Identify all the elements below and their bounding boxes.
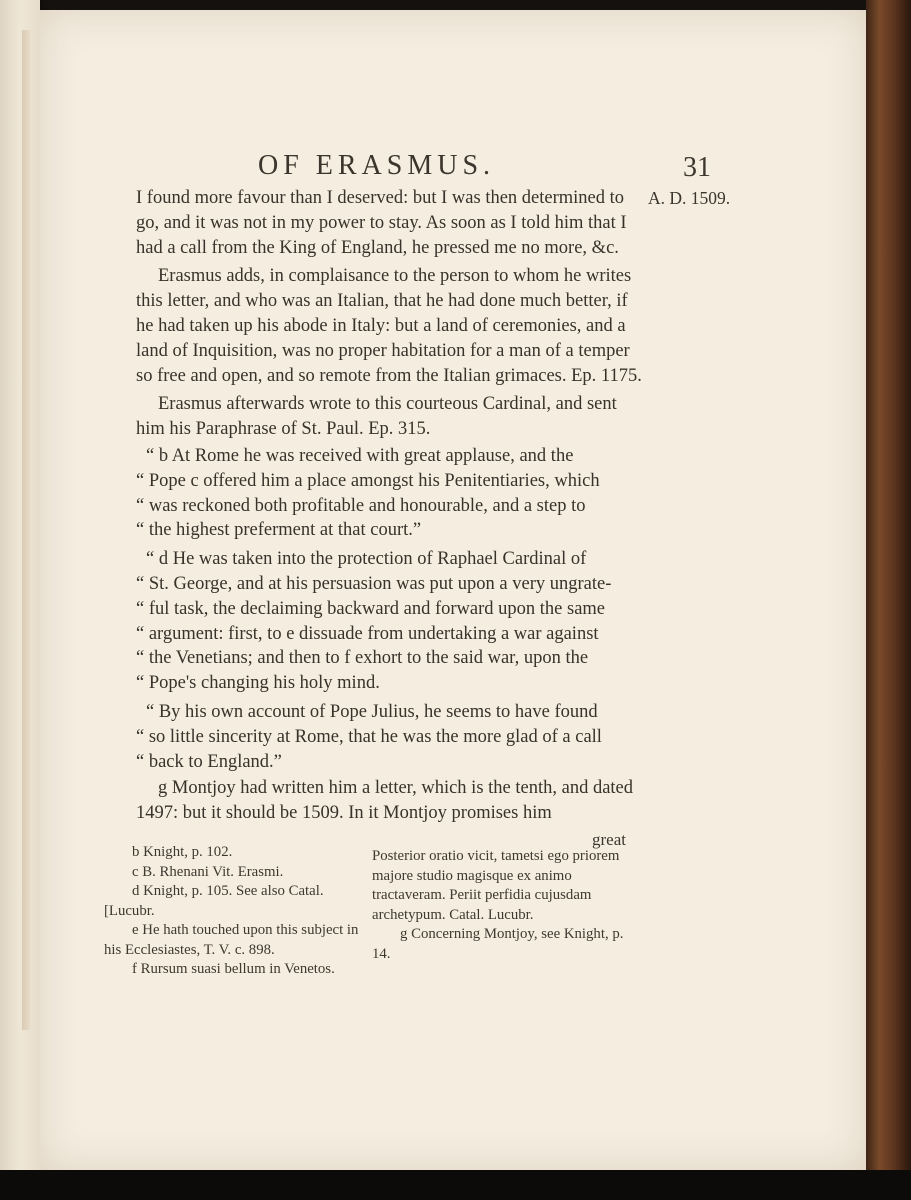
adjacent-page-edge: [0, 0, 40, 1200]
page-gutter: [22, 30, 30, 1030]
quote-line: “ the Venetians; and then to f exhort to the said war, upon the: [136, 648, 589, 669]
quote-line: “ so little sincerity at Rome, that he was the more glad of a call: [136, 726, 602, 747]
quotation-block: [136, 547, 646, 696]
footnote: f Rursum suasi bellum in Venetos.: [132, 961, 335, 977]
paragraph: I found more favour than I deserved: but I was then determined to go, and it was not in my power to stay. As soon as I told him that I had a call from the King of England, he pressed me no more, &c.: [136, 188, 627, 258]
footnote: e He hath touched upon this subject in his Ecclesiastes, T. V. c. 898.: [104, 922, 359, 958]
footnote: g Concerning Montjoy, see Knight, p. 14.: [372, 926, 624, 962]
paragraph: g Montjoy had written him a letter, which is the tenth, and dated 1497: but it should be 1509. In it Montjoy promises him: [136, 778, 634, 824]
quote-line: “ St. George, and at his persuasion was put upon a very ungrate-: [136, 573, 612, 594]
footnote: d Knight, p. 105. See also Catal. [Lucubr.: [104, 883, 324, 919]
footnote: b Knight, p. 102.: [132, 844, 233, 860]
background-shadow: [0, 1170, 911, 1200]
paragraph: Erasmus adds, in complaisance to the person to whom he writes this letter, and who was an Italian, that he had done much better, if he had taken up his abode in Italy: but a land of ceremonies, and a land of Inquisition, was no proper habitation for a man of a temper so free and open, and so remote from the Italian grimaces. Ep. 1175.: [136, 266, 642, 386]
quote-line: “ Pope's changing his holy mind.: [136, 673, 380, 694]
paragraph: Erasmus afterwards wrote to this courteous Cardinal, and sent him his Paraphrase of St. Paul. Ep. 315.: [136, 394, 617, 440]
quote-line: “ b At Rome he was received with great applause, and the: [146, 445, 574, 466]
footnotes-left-column: [104, 843, 360, 980]
leather-cover-edge: [866, 0, 911, 1200]
quote-line: “ Pope c offered him a place amongst his Penitentiaries, which: [136, 470, 600, 491]
main-text: [136, 186, 646, 826]
quote-line: “ ful task, the declaiming backward and forward upon the same: [136, 598, 606, 619]
quotation-block: [136, 444, 646, 543]
footnote: Posterior oratio vicit, tametsi ego priorem majore studio magisque ex animo tractaveram. Periit perfidia cujusdam archetypum. Catal. Lucubr.: [372, 848, 620, 923]
quote-line: “ the highest preferment at that court.”: [136, 520, 422, 541]
quote-line: “ was reckoned both profitable and honourable, and a step to: [136, 495, 586, 516]
quotation-block: [136, 700, 646, 774]
page-number: 31: [683, 152, 711, 183]
quote-line: “ d He was taken into the protection of Raphael Cardinal of: [146, 549, 587, 570]
catchword: great: [592, 830, 626, 849]
quote-line: “ back to England.”: [136, 751, 282, 772]
running-header: OF ERASMUS.: [258, 150, 496, 181]
quote-line: “ argument: first, to e dissuade from undertaking a war against: [136, 623, 599, 644]
quote-line: “ By his own account of Pope Julius, he seems to have found: [146, 701, 598, 722]
footnotes-right-column: [372, 847, 634, 964]
margin-date-note: A. D. 1509.: [648, 188, 731, 208]
footnote: c B. Rhenani Vit. Erasmi.: [132, 863, 284, 880]
